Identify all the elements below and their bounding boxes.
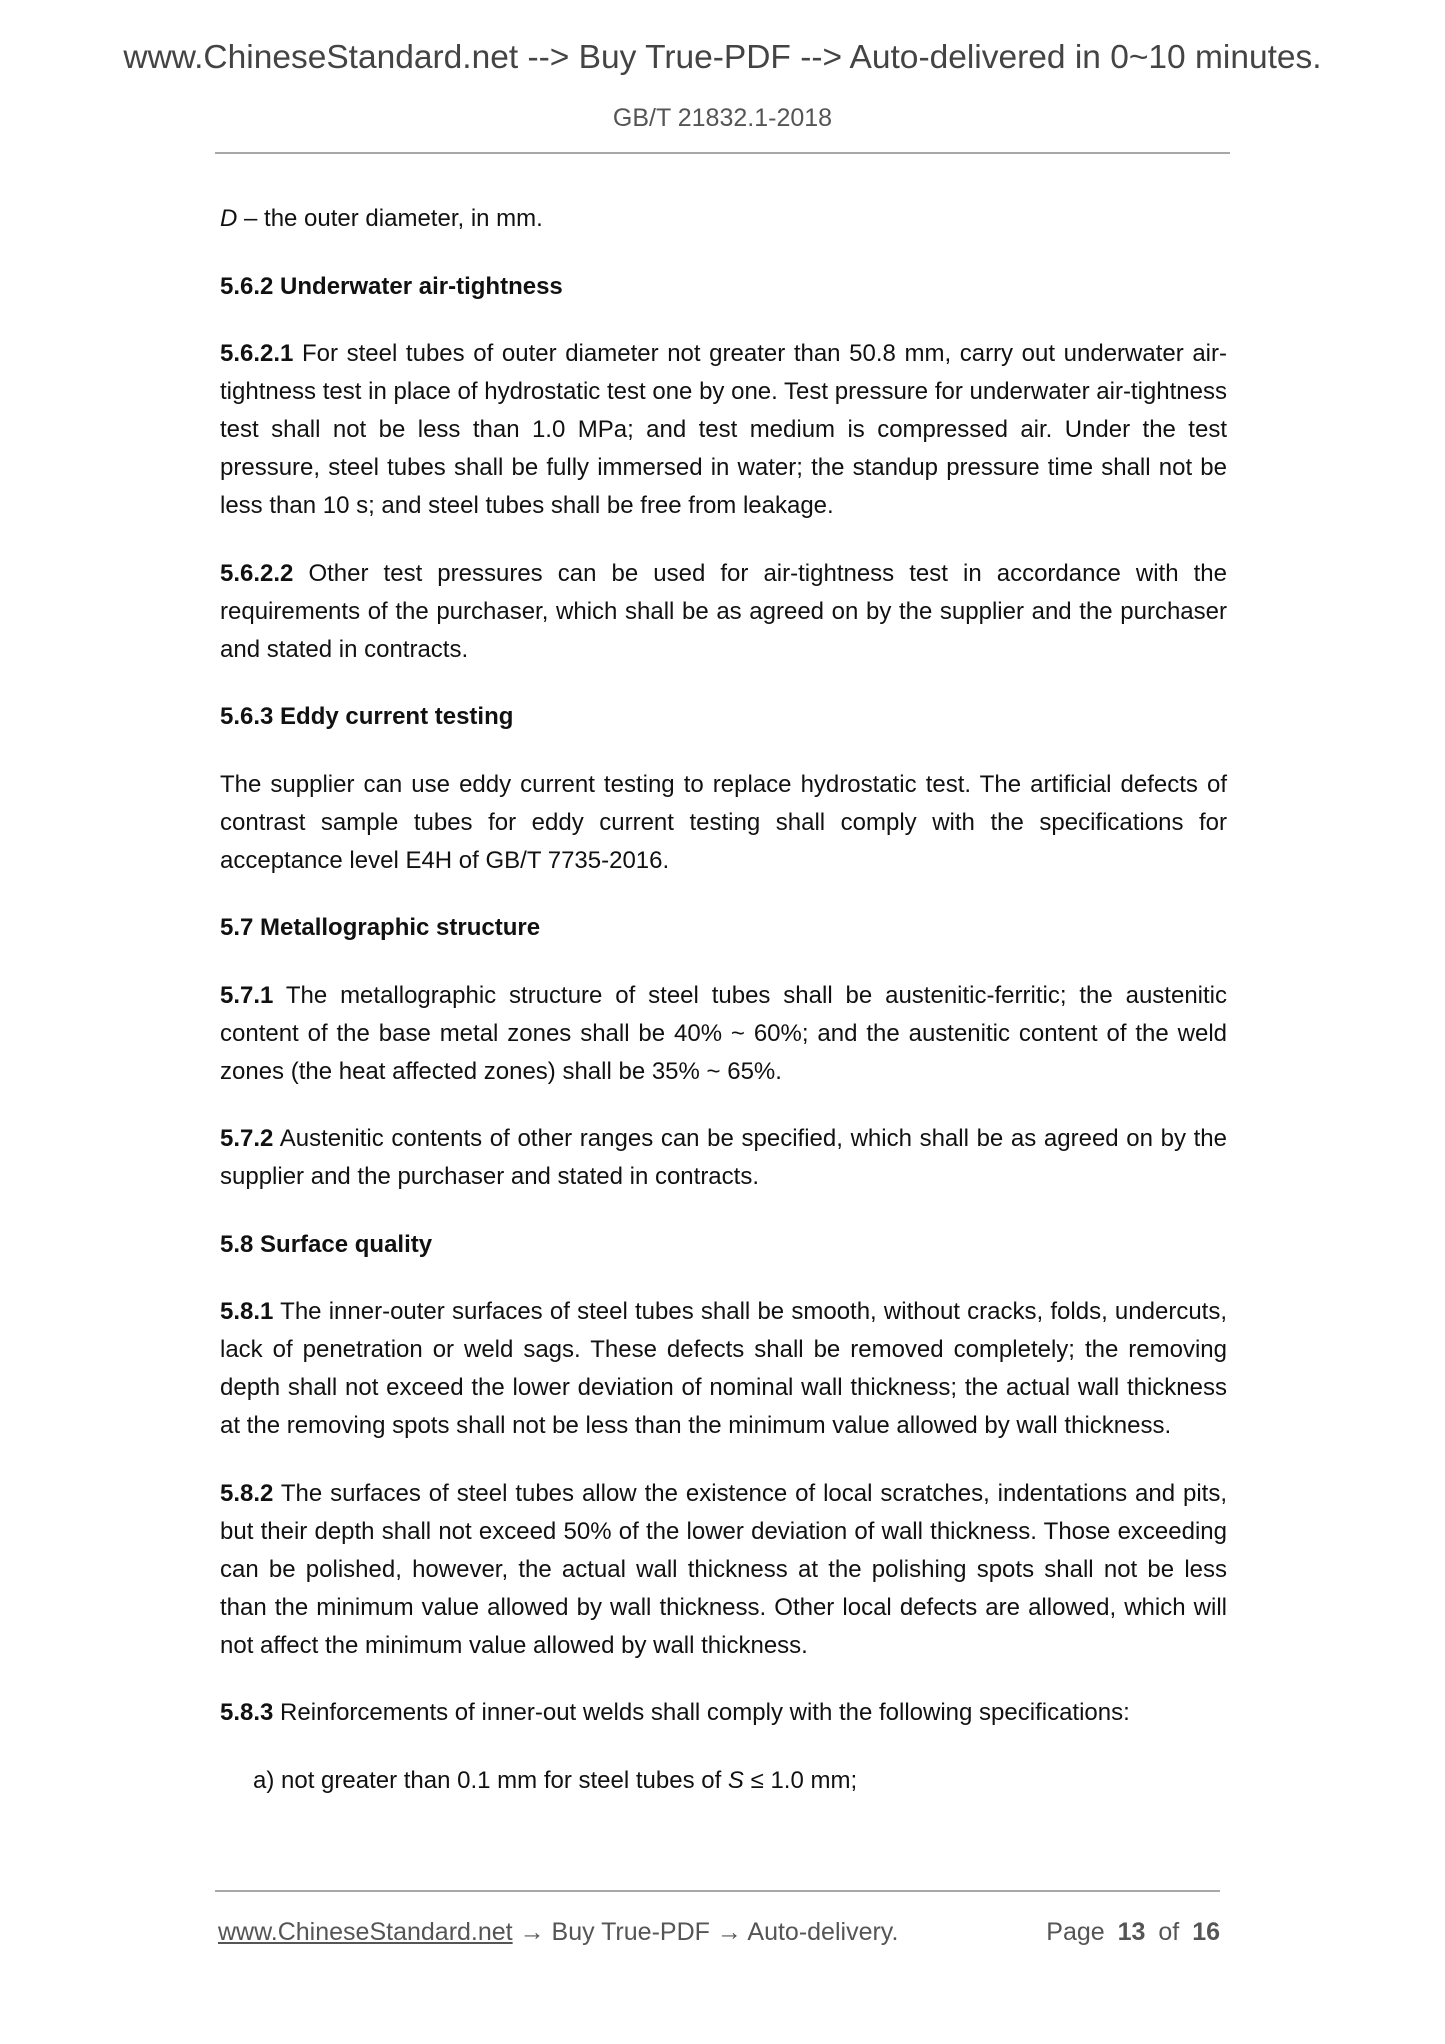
footer-divider: [215, 1890, 1220, 1892]
page-label: Page: [1046, 1918, 1105, 1946]
footer-tagline: → Buy True-PDF → Auto-delivery.: [512, 1918, 899, 1946]
list-item-suffix: ≤ 1.0 mm;: [743, 1766, 858, 1794]
list-item-a: [220, 1762, 1227, 1800]
clause-number: 5.8.2: [220, 1479, 274, 1507]
clause-5-7-2: [220, 1120, 1227, 1196]
clause-5-6-2-2: [220, 555, 1227, 669]
page-current: 13: [1117, 1918, 1146, 1946]
clause-number: 5.8.3: [220, 1699, 274, 1726]
clause-text: For steel tubes of outer diameter not greater than 50.8 mm, carry out underwater air-tightness test in place of hydrostatic test one by one. Test pressure for underwater air-tightness test shall not be less than 1.0 MPa; and test medium is compressed air. Under the test pressure, steel tubes shall be fully immersed in water; the standup pressure time shall not be less than 10 s; and steel tubes shall be free from leakage.: [220, 340, 1227, 519]
clause-number: 5.7.1: [220, 981, 274, 1009]
clause-number: 5.6.2.1: [220, 340, 294, 367]
section-heading-5-6-3: 5.6.3 Eddy current testing: [220, 703, 514, 730]
section-heading-5-6-2: 5.6.2 Underwater air-tightness: [220, 272, 563, 300]
clause-text: Other test pressures can be used for air-tightness test in accordance with the requirements of the purchaser, which shall be as agreed on by the supplier and the purchaser and stated in contracts.: [220, 559, 1227, 663]
page-footer: [218, 1915, 1220, 1949]
page-total: 16: [1192, 1918, 1220, 1946]
clause-5-6-3-text: The supplier can use eddy current testing to replace hydrostatic test. The artificial defects of contrast sample tubes for eddy current testing shall comply with the specifications for acceptance level E4H of GB/T 7735-2016.: [220, 770, 1227, 874]
list-item-prefix: a) not greater than 0.1 mm for steel tubes of: [253, 1766, 728, 1794]
top-banner: www.ChineseStandard.net --> Buy True-PDF --> Auto-delivered in 0~10 minutes.: [123, 39, 1322, 76]
clause-text: The inner-outer surfaces of steel tubes shall be smooth, without cracks, folds, undercuts, lack of penetration or weld sags. These defects shall be removed completely; the removing depth shall not exceed the lower deviation of nominal wall thickness; the actual wall thickness at the removing spots shall not be less than the minimum value allowed by wall thickness.: [220, 1298, 1227, 1439]
definition-text: – the outer diameter, in mm.: [237, 205, 543, 232]
clause-text: The metallographic structure of steel tubes shall be austenitic-ferritic; the austenitic content of the base metal zones shall be 40% ~ 60%; and the austenitic content of the weld zones (the heat affected zones) shall be 35% ~ 65%.: [220, 981, 1227, 1085]
header-divider: [215, 152, 1230, 154]
page-indicator: [1046, 1915, 1220, 1949]
clause-text: The surfaces of steel tubes allow the existence of local scratches, indentations and pits, but their depth shall not exceed 50% of the lower deviation of wall thickness. Those exceeding can be polished, however, the actual wall thickness at the polishing spots shall not be less than the minimum value allowed by wall thickness. Other local defects are allowed, which will not affect the minimum value allowed by wall thickness.: [220, 1479, 1227, 1659]
variable-symbol: S: [727, 1766, 744, 1794]
section-heading-5-7: 5.7 Metallographic structure: [220, 914, 541, 941]
clause-text: Reinforcements of inner-out welds shall comply with the following specifications:: [273, 1699, 1130, 1726]
footer-promo: [218, 1915, 898, 1949]
clause-number: 5.6.2.2: [220, 559, 294, 587]
page-of-label: of: [1158, 1918, 1180, 1946]
clause-5-8-2: [220, 1475, 1227, 1665]
clause-5-8-1: [220, 1293, 1227, 1445]
variable-symbol: D: [220, 205, 238, 232]
clause-5-6-2-1: [220, 335, 1227, 525]
document-id: GB/T 21832.1-2018: [612, 104, 833, 132]
section-heading-5-8: 5.8 Surface quality: [220, 1230, 433, 1258]
site-link[interactable]: www.ChineseStandard.net: [218, 1918, 513, 1946]
variable-definition: [220, 200, 1227, 238]
clause-text: Austenitic contents of other ranges can be specified, which shall be as agreed on by the supplier and the purchaser and stated in contracts.: [220, 1125, 1227, 1190]
clause-number: 5.7.2: [220, 1125, 274, 1152]
clause-5-8-3: [220, 1694, 1227, 1732]
clause-number: 5.8.1: [220, 1298, 274, 1325]
clause-5-7-1: [220, 977, 1227, 1091]
document-body: [220, 200, 1227, 1829]
